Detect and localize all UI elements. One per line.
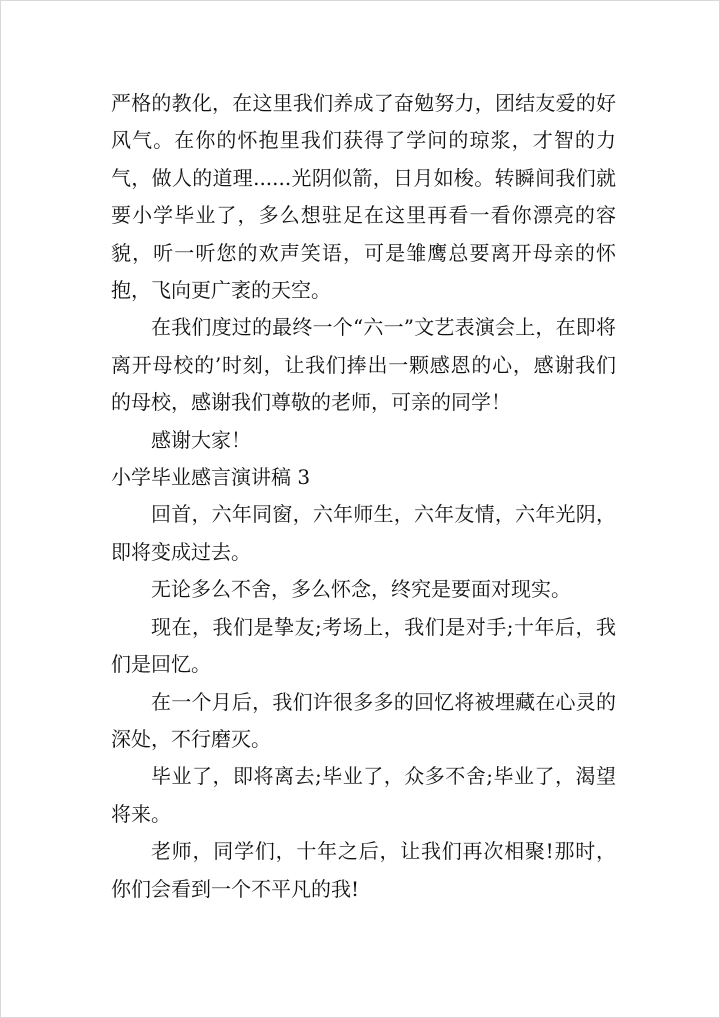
- paragraph-memories: 在一个月后，我们许很多多的回忆将被埋藏在心灵的深处，不行磨灭。: [111, 689, 616, 751]
- paragraph-thanks-school: 在我们度过的最终一个“六一”文艺表演会上，在即将离开母校的’时刻，让我们捧出一颗感恩的心，感谢我们的母校，感谢我们尊敬的老师，可亲的同学！: [111, 315, 616, 415]
- paragraph-friends-rivals: 现在，我们是挚友;考场上，我们是对手;十年后，我们是回忆。: [111, 614, 616, 677]
- section-heading: 小学毕业感言演讲稿 3: [111, 465, 311, 490]
- paragraph-continuation: 严格的教化，在这里我们养成了奋勉努力，团结友爱的好风气。在你的怀抱里我们获得了学问的琼浆，才智的力气，做人的道理......光阴似箭，日月如梭。转瞬间我们就要小学毕业了，多么想驻足在这里再看一看你漂亮的容貌，听一听您的欢声笑语，可是雏鹰总要离开母亲的怀抱，飞向更广袤的天空。: [111, 91, 616, 303]
- paragraph-look-back: 回首，六年同窗，六年师生，六年友情，六年光阴，即将变成过去。: [111, 502, 616, 564]
- paragraph-thanks-all: 感谢大家！: [151, 427, 251, 452]
- document-body: [111, 85, 616, 908]
- paragraph-reunion: 老师，同学们，十年之后，让我们再次相聚!那时，你们会看到一个不平凡的我!: [111, 839, 616, 901]
- paragraph-face-reality: 无论多么不舍，多么怀念，终究是要面对现实。: [151, 577, 571, 602]
- paragraph-graduation: 毕业了，即将离去;毕业了，众多不舍;毕业了，渴望将来。: [111, 764, 616, 826]
